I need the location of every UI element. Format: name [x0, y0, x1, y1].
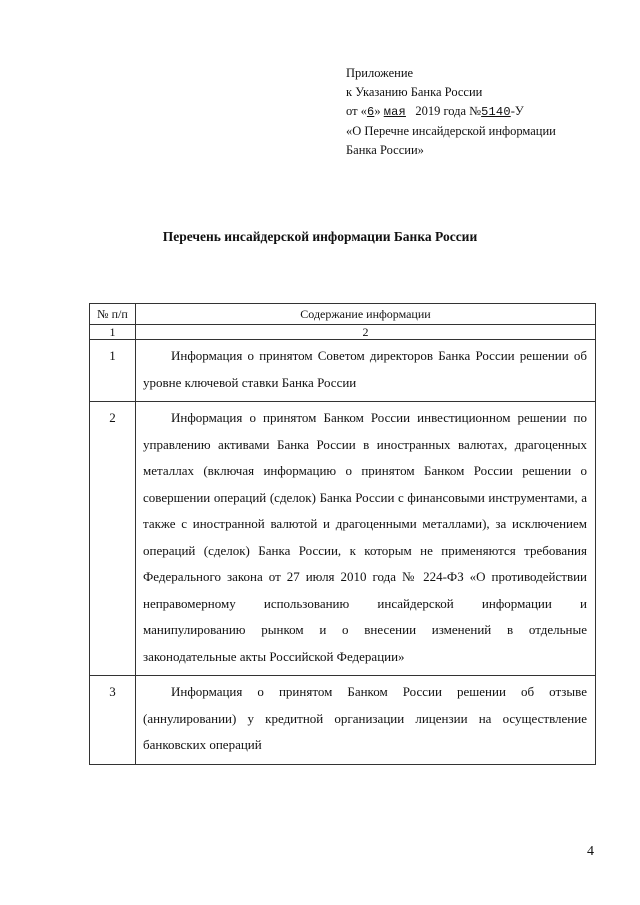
row-content [136, 676, 596, 765]
insider-info-table [89, 303, 596, 765]
index-cell-num: 1 [90, 325, 136, 340]
table-row [90, 676, 596, 765]
appendix-date-line [346, 102, 616, 122]
appendix-reference: к Указанию Банка России [346, 85, 483, 99]
table-row [90, 340, 596, 402]
index-cell-content: 2 [136, 325, 596, 340]
row-number: 2 [90, 402, 136, 676]
date-prefix: от « [346, 104, 367, 118]
row-text: Информация о принятом Банком России решении об отзыве (аннулировании) у кредитной организации лицензии на осуществление банковских операций [143, 684, 587, 752]
date-year: 2019 года № [405, 104, 482, 118]
row-text: Информация о принятом Банком России инвестиционном решении по управлению активами Банка России в иностранных валютах, драгоценных металлах (включая информацию о принятом Банком России решении о совершении операций (сделок) Банка России с финансовыми инструментами, а также с иностранной валютой и драгоценными металлами), за исключением операций (сделок) Банка России, к которым не применяются требования Федерального закона от 27 июля 2010 года № 224-ФЗ «О противодействии неправомерному использованию инсайдерской информации и манипулированию рынком и о внесении изменений в отдельные законодательные акты Российской Федерации» [143, 410, 587, 664]
row-content [136, 340, 596, 402]
column-header-content: Содержание информации [136, 304, 596, 325]
date-mid: » [374, 104, 384, 118]
decree-suffix: -У [510, 104, 524, 118]
row-content [136, 402, 596, 676]
table-index-row [90, 325, 596, 340]
date-month: мая [383, 105, 406, 119]
table-header-row [90, 304, 596, 325]
row-text: Информация о принятом Советом директоров Банка России решении об уровне ключевой ставки Банка России [143, 348, 587, 390]
column-header-num: № п/п [90, 304, 136, 325]
appendix-subject-cont: Банка России» [346, 143, 424, 157]
appendix-header [346, 64, 616, 160]
row-number: 3 [90, 676, 136, 765]
page-number: 4 [587, 844, 594, 859]
page-title: Перечень инсайдерской информации Банка России [162, 229, 478, 244]
appendix-label: Приложение [346, 66, 414, 80]
table-row [90, 402, 596, 676]
row-number: 1 [90, 340, 136, 402]
decree-number: 5140 [481, 105, 511, 119]
date-day: 6 [366, 105, 375, 119]
appendix-subject: «О Перечне инсайдерской информации [346, 124, 556, 138]
